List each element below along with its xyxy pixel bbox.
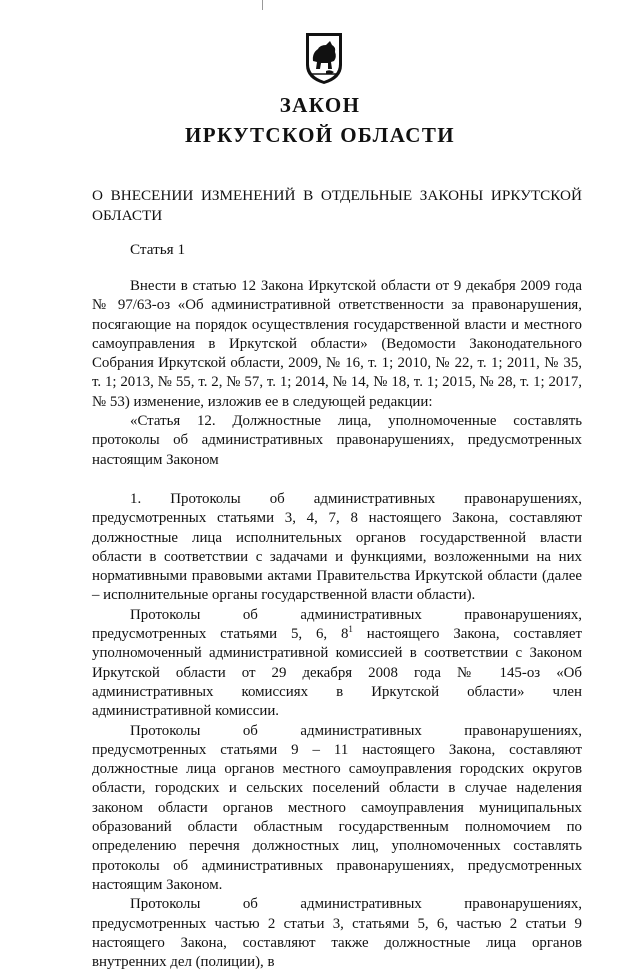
body-paragraph: 1. Протоколы об административных правонарушениях, предусмотренных статьями 3, 4, 7, 8 настоящего Закона, составляют должностные лица исполнительных органов государственной власти области в соответствии с задачами и функциями, возложенными на них нормативными правовыми актами Правительства Иркутской области (далее – исполнительные органы государственной власти области). (92, 490, 582, 604)
scan-mark (262, 0, 263, 10)
law-title: ЗАКОН (279, 93, 361, 117)
superscript: 1 (348, 624, 353, 635)
body-paragraph (92, 606, 582, 722)
law-body (92, 277, 582, 972)
law-subtitle: О ВНЕСЕНИИ ИЗМЕНЕНИЙ В ОТДЕЛЬНЫЕ ЗАКОНЫ ИРКУТСКОЙ ОБЛАСТИ (92, 187, 582, 224)
paragraph-text: Протоколы об административных правонарушениях, предусмотренных статьями 5, 6, 8 (92, 606, 582, 643)
paragraph-text: настоящего Закона, составляет уполномоченный административной комиссией в соответствии с Законом Иркутской области от 29 декабря 2008 года № 145-оз «Об административных комиссиях в Иркутской области» член административной комиссии. (92, 626, 582, 720)
coat-of-arms-icon (304, 31, 344, 85)
paragraph-gap (92, 470, 582, 490)
body-paragraph: Протоколы об административных правонарушениях, предусмотренных частью 2 статьи 3, статьями 5, 6, частью 2 статьи 9 настоящего Закона, составляют также должностные лица органов внутренних дел (полиции), в (92, 896, 582, 971)
article-heading: Статья 1 (130, 241, 186, 258)
law-region: ИРКУТСКОЙ ОБЛАСТИ (185, 123, 455, 147)
amended-article-title: «Статья 12. Должностные лица, уполномоченные составлять протоколы об административных правонарушениях, предусмотренных настоящим Законом (92, 413, 582, 468)
body-paragraph: Протоколы об административных правонарушениях, предусмотренных статьями 9 – 11 настоящего Закона, составляют должностные лица органов местного самоуправления городских округов области, городских и сельских поселений области в случае наделения законом области органов местного самоуправления муниципальных образований области областным государственным полномочием по определению перечня должностных лиц, уполномоченных составлять протоколы об административных правонарушениях, предусмотренных настоящим Законом. (92, 722, 582, 893)
intro-paragraph: Внести в статью 12 Закона Иркутской области от 9 декабря 2009 года № 97/63-оз «Об административной ответственности за правонарушения, посягающие на порядок осуществления государственной власти и местного самоуправления в Иркутской области» (Ведомости Законодательного Собрания Иркутской области, 2009, № 16, т. 1; 2010, № 22, т. 1; 2011, № 35, т. 1; 2013, № 55, т. 2, № 57, т. 1; 2014, № 14, № 18, т. 1; 2015, № 28, т. 1; 2017, № 53) изменение, изложив ее в следующей редакции: (92, 278, 582, 410)
